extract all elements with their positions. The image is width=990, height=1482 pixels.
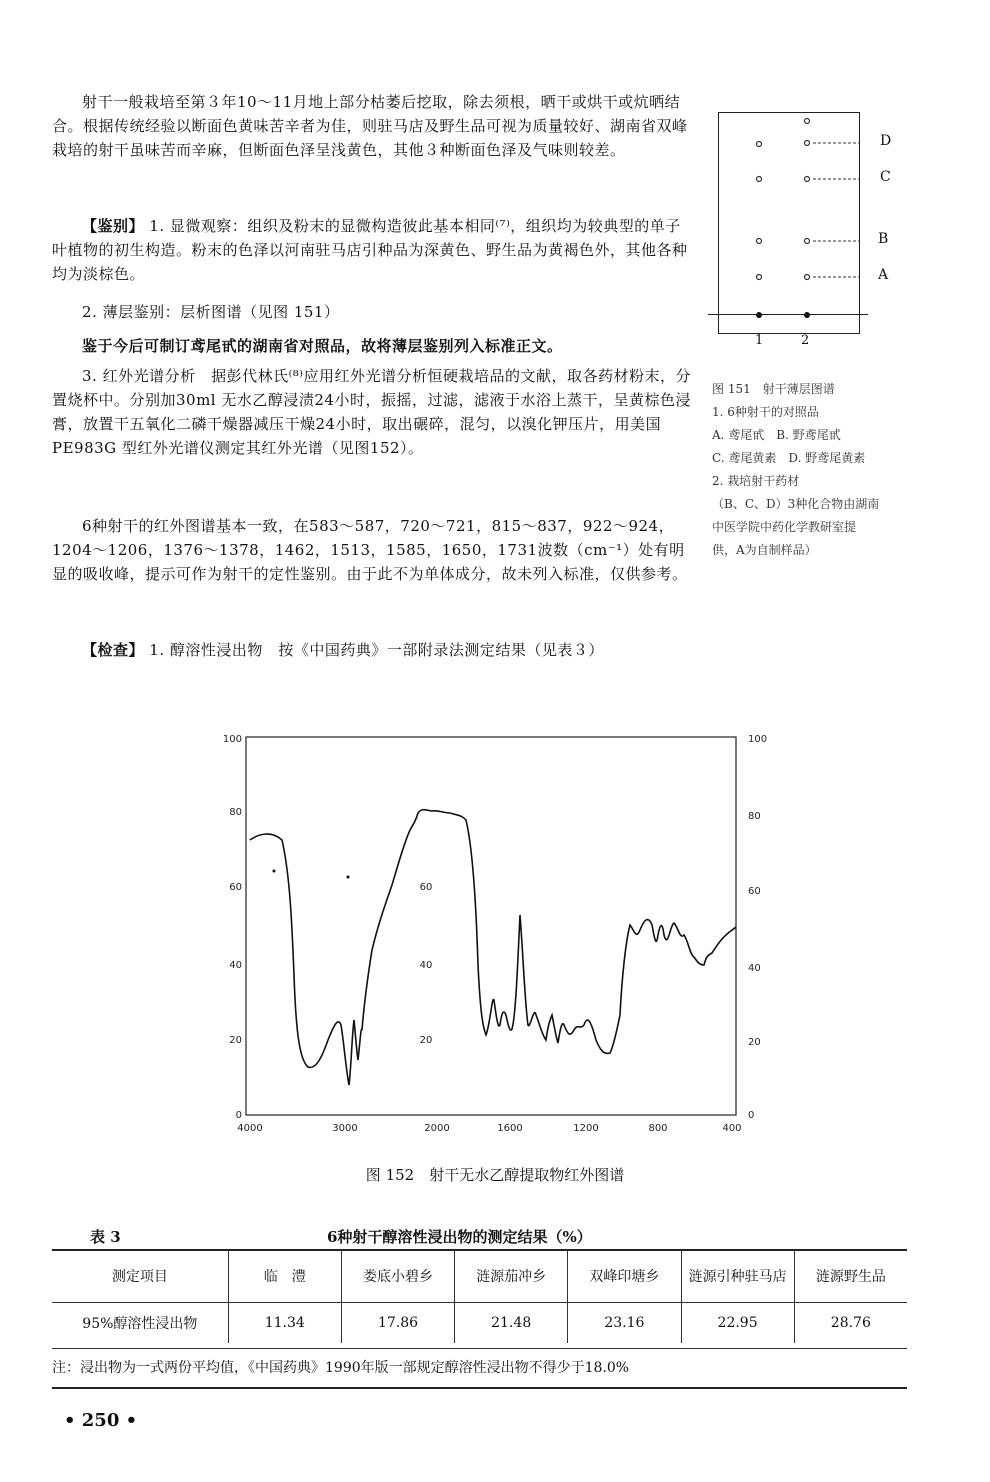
tlc-caption-line: A. 鸢尾甙 B. 野鸢尾甙 [712, 428, 841, 442]
result-table [52, 1250, 907, 1343]
tlc-caption-line: （B、C、D）3种化合物由湖南 [712, 497, 880, 511]
text-p1: 射干一般栽培至第３年10～11月地上部分枯萎后挖取，除去须根，晒干或烘干或炕晒结合。根据传统经验以断面色黄味苦辛者为佳，则驻马店及野生品可视为质量较好、湖南省双峰栽培的射干虽味苦而辛麻，但断面色泽呈浅黄色，其他３种断面色泽及气味则较差。 [52, 93, 688, 159]
tlc-lane-1: 1 [755, 333, 764, 348]
table-cell: 28.76 [794, 1303, 907, 1344]
ir-xtick: 4000 [237, 1123, 263, 1134]
paragraph-ir [52, 364, 692, 460]
ir-ytick-left: 20 [229, 1035, 242, 1046]
ir-ytick-left: 100 [222, 734, 242, 745]
table-header: 临 澧 [228, 1250, 341, 1303]
text-p6: 6种射干的红外图谱基本一致，在583～587，720～721，815～837，922～924，1204～1206，1376～1378，1462，1513，1585，1650，1731波数（cm⁻¹）处有明显的吸收峰，提示可作为射干的定性鉴别。由于此不为单体成分，故未列入标准，仅供参考。 [52, 517, 688, 583]
ir-ytick-mid: 40 [419, 960, 433, 971]
tlc-caption-line: 2. 栽培射干药材 [712, 474, 800, 488]
ir-ytick-right: 60 [748, 886, 761, 897]
ir-xtick: 2000 [424, 1123, 450, 1134]
table-cell: 22.95 [681, 1303, 794, 1344]
text-p3: 2. 薄层鉴别：层析图谱（见图 151） [82, 303, 340, 321]
table-label: 表 3 [90, 1228, 121, 1246]
ir-ytick-left: 60 [229, 882, 242, 893]
ir-ytick-right: 20 [748, 1037, 761, 1048]
ir-ytick-left: 0 [235, 1110, 242, 1121]
ir-xtick: 3000 [332, 1123, 358, 1134]
table-header: 涟源引种驻马店 [681, 1250, 794, 1303]
table-row [52, 1303, 907, 1344]
text-p5: 3. 红外光谱分析 据彭代林氏⁽⁸⁾应用红外光谱分析恒硬栽培品的文献，取各药材粉末，分置烧杯中。分别加30ml 无水乙醇浸渍24小时，振摇，过滤，滤液于水浴上蒸干，呈黄棕色浸膏，放置干五氧化二磷干燥器减压干燥24小时，取出碾碎，混匀，以溴化钾压片，用美国 PE983G 型红外光谱仪测定其红外光谱（见图152）。 [52, 367, 691, 457]
tlc-caption-line: 图 151 射干薄层图谱 [712, 382, 835, 396]
table-cell: 21.48 [455, 1303, 568, 1344]
tlc-caption-line: C. 鸢尾黄素 D. 野鸢尾黄素 [712, 451, 866, 465]
paragraph-tlc [52, 300, 692, 324]
table-header: 测定项目 [52, 1250, 228, 1303]
table-note: 注：浸出物为一式两份平均值，《中国药典》1990年版一部规定醇溶性浸出物不得少于18.0% [52, 1348, 907, 1389]
table-row-label: 95%醇溶性浸出物 [82, 1316, 198, 1332]
label-check: 【检查】 [82, 641, 145, 659]
table-cell: 23.16 [568, 1303, 681, 1344]
table-header: 娄底小碧乡 [341, 1250, 454, 1303]
ir-xtick: 1600 [497, 1123, 523, 1134]
tlc-caption-line: 中医学院中药化学教研室提 [712, 520, 857, 534]
ir-ytick-left: 40 [229, 960, 242, 971]
paragraph-tlc-note [52, 334, 692, 358]
text-p2: 1. 显微观察：组织及粉末的显微构造彼此基本相同⁽⁷⁾，组织均为较典型的单子叶植物的初生构造。粉末的色泽以河南驻马店引种品为深黄色、野生品为黄褐色外，其他各种均为淡棕色。 [52, 217, 688, 283]
paragraph-check [52, 638, 692, 662]
label-identification: 【鉴别】 [82, 217, 145, 235]
paragraph-identification [52, 214, 692, 286]
ir-ytick-mid: 60 [419, 882, 433, 893]
ir-xtick: 400 [722, 1123, 742, 1134]
ir-ytick-mid: 20 [419, 1035, 433, 1046]
tlc-label-c: C [880, 169, 891, 185]
table-header-row [52, 1250, 907, 1303]
table-title: 6种射干醇溶性浸出物的测定结果（%） [327, 1228, 592, 1246]
ir-ytick-right: 100 [748, 734, 768, 745]
table-header: 涟源茄冲乡 [455, 1250, 568, 1303]
tlc-baseline [708, 314, 868, 315]
ir-spectrum-curve [250, 810, 736, 1085]
ir-xtick: 1200 [573, 1123, 599, 1134]
paragraph-harvest [52, 90, 692, 162]
tlc-plate [718, 112, 860, 334]
paragraph-ir-result [52, 514, 692, 586]
tlc-caption-line: 1. 6种射干的对照品 [712, 405, 819, 419]
table-header: 双峰印塘乡 [568, 1250, 681, 1303]
ir-ytick-right: 0 [748, 1110, 755, 1121]
table-cell: 17.86 [341, 1303, 454, 1344]
page-number: • 250 • [64, 1410, 138, 1431]
table-cell: 11.34 [228, 1303, 341, 1344]
tlc-spots [719, 113, 859, 333]
tlc-label-b: B [878, 231, 889, 247]
tlc-lane-2: 2 [801, 333, 810, 348]
ir-ytick-left: 80 [229, 807, 242, 818]
ir-spectrum [200, 725, 780, 1145]
tlc-caption-line: 供，A为自制样品） [712, 543, 817, 557]
table-header: 涟源野生品 [794, 1250, 907, 1303]
text-p7: 1. 醇溶性浸出物 按《中国药典》一部附录法测定结果（见表３） [144, 641, 604, 659]
ir-xtick: 800 [648, 1123, 668, 1134]
ir-ytick-right: 40 [748, 963, 761, 974]
tlc-caption [712, 378, 932, 562]
tlc-label-a: A [878, 267, 889, 283]
ir-ytick-right: 80 [748, 811, 761, 822]
ir-caption: 图 152 射干无水乙醇提取物红外图谱 [365, 1166, 625, 1184]
tlc-label-d: D [880, 133, 892, 149]
text-p4: 鉴于今后可制订鸢尾甙的湖南省对照品，故将薄层鉴别列入标准正文。 [82, 337, 563, 355]
